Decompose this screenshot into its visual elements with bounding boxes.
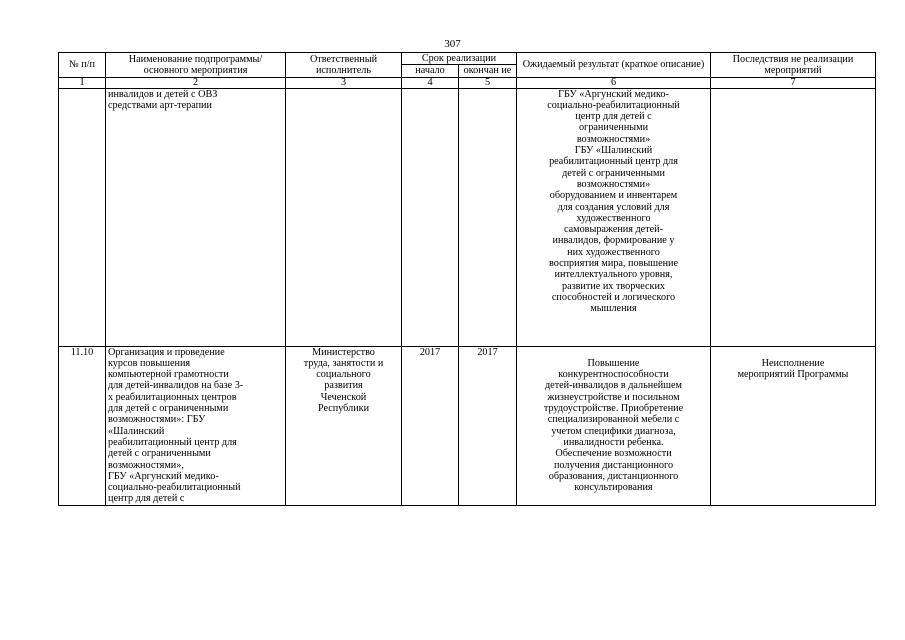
row-result: Повышение конкурентноспособности детей-инвалидов в дальнейшем жизнеустройстве и посильном трудоустройстве. Приобретение специализированной мебели с учетом специфики диагноза, инвалидности ребенка. Обеспечение возможности получения дистанционного образования, дистанционного консультирования <box>517 346 711 505</box>
column-number: 3 <box>286 77 402 88</box>
column-number: 6 <box>517 77 711 88</box>
column-number: 5 <box>459 77 517 88</box>
row-end <box>459 88 517 346</box>
row-executor <box>286 88 402 346</box>
header-consequences: Последствия не реализации мероприятий <box>711 53 876 78</box>
column-number: 4 <box>402 77 459 88</box>
row-end: 2017 <box>459 346 517 505</box>
row-num <box>59 88 106 346</box>
row-num: 11.10 <box>59 346 106 505</box>
row-consequences: Неисполнение мероприятий Программы <box>711 346 876 505</box>
column-number: 2 <box>106 77 286 88</box>
row-start: 2017 <box>402 346 459 505</box>
row-consequences <box>711 88 876 346</box>
row-start <box>402 88 459 346</box>
table-row <box>59 346 876 505</box>
table-row <box>59 88 876 346</box>
header-start: начало <box>402 65 459 77</box>
header-row <box>59 53 876 65</box>
page-number: 307 <box>444 38 461 50</box>
column-number: 1 <box>59 77 106 88</box>
header-name: Наименование подпрограммы/ основного мероприятия <box>106 53 286 78</box>
row-name: инвалидов и детей с ОВЗ средствами арт-терапии <box>106 88 286 346</box>
column-number-row <box>59 77 876 88</box>
row-executor: Министерство труда, занятости и социального развития Чеченской Республики <box>286 346 402 505</box>
header-term: Срок реализации <box>402 53 517 65</box>
header-executor: Ответственный исполнитель <box>286 53 402 78</box>
column-number: 7 <box>711 77 876 88</box>
program-table <box>58 52 876 506</box>
row-result: ГБУ «Аргунский медико- социально-реабилитационный центр для детей с ограниченными возможностями» ГБУ «Шалинский реабилитационный центр для детей с ограниченными возможностями» оборудованием и инвентарем для создания условий для художественного самовыражения детей- инвалидов, формирование у них художественного восприятия мира, повышение интеллектуального уровня, развитие их творческих способностей и логического мышления <box>517 88 711 346</box>
header-end: окончан ие <box>459 65 517 77</box>
row-name: Организация и проведение курсов повышения компьютерной грамотности для детей-инвалидов на базе 3- х реабилитационных центров для детей с ограниченными возможностями»: ГБУ «Шалинский реабилитационный центр для детей с ограниченными возможностями», ГБУ «Аргунский медико- социально-реабилитационный центр для детей с <box>106 346 286 505</box>
header-result: Ожидаемый результат (краткое описание) <box>517 53 711 78</box>
header-num: № п/п <box>59 53 106 78</box>
